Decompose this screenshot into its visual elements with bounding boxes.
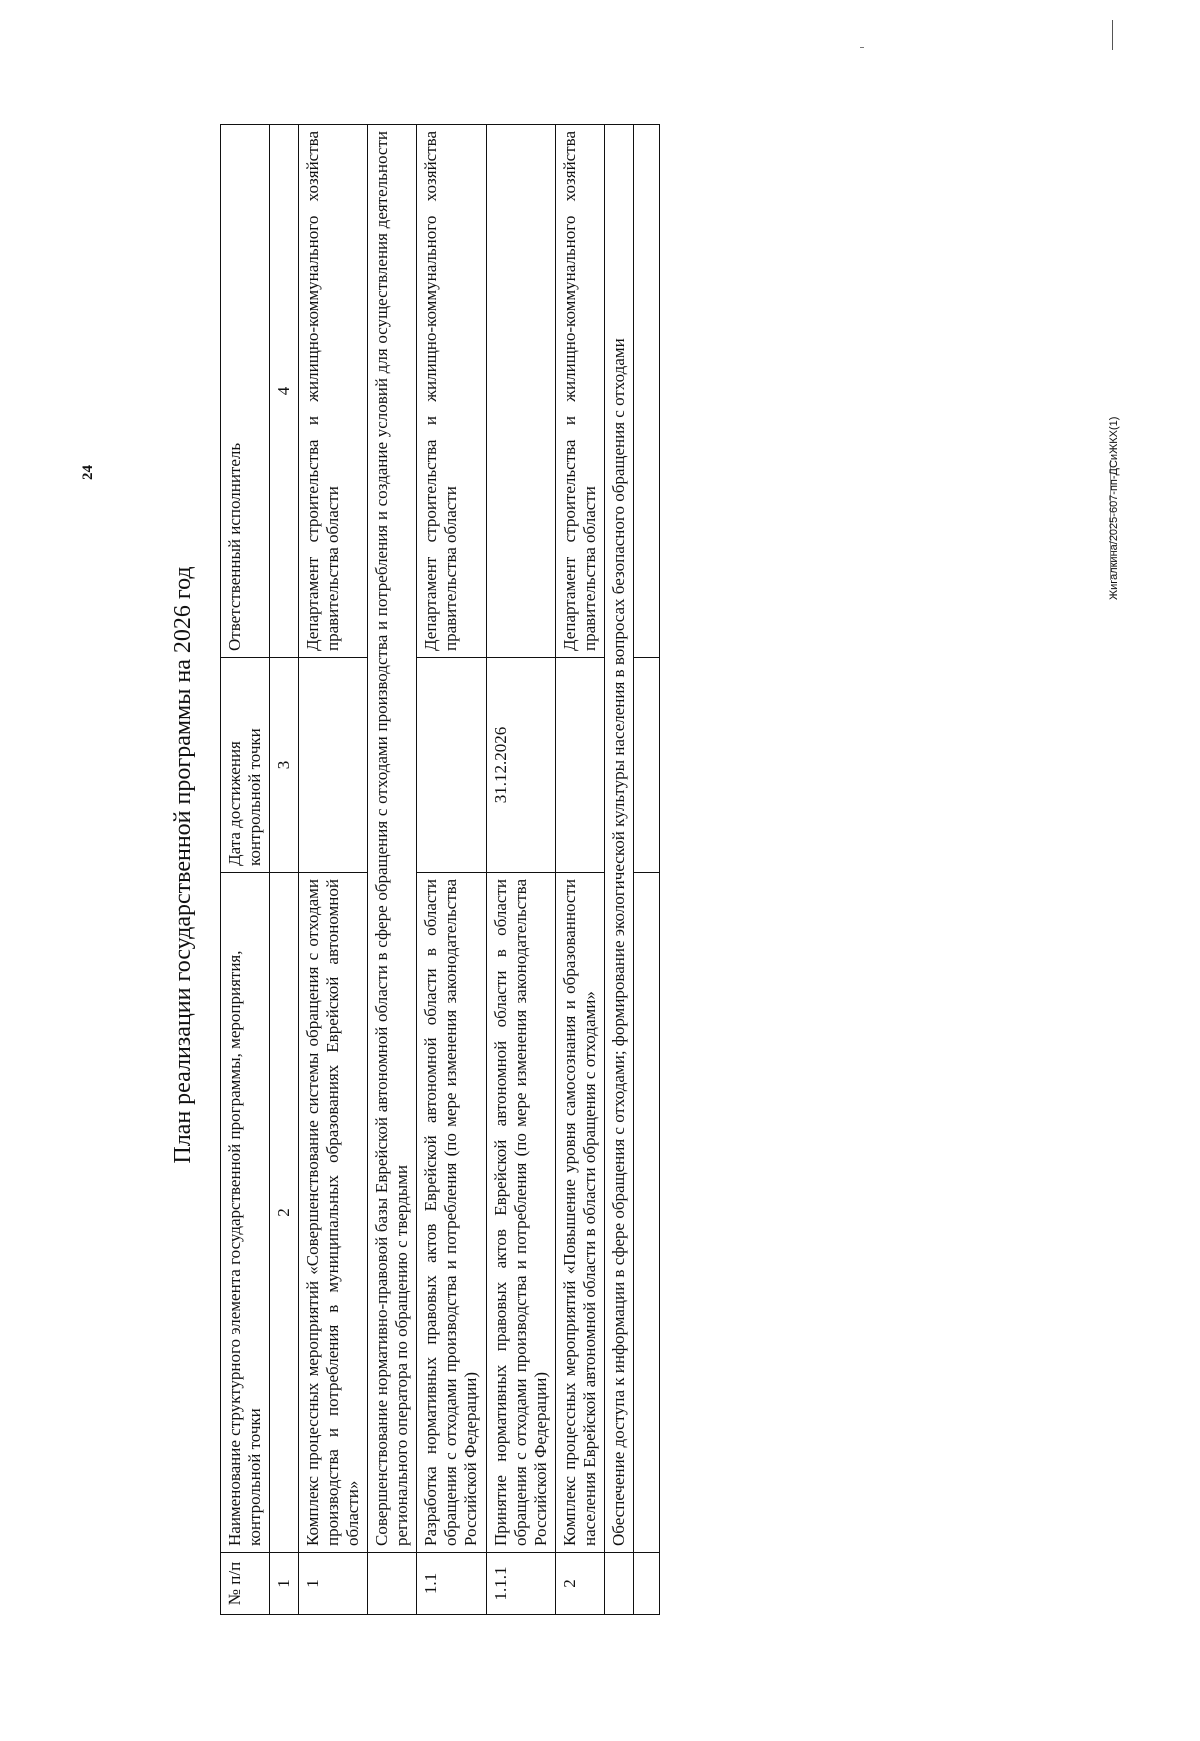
row-num-empty <box>368 1553 417 1615</box>
row-executor: Департамент строительства и жилищно-коммунального хозяйства правительства области <box>555 125 604 658</box>
task-description: Обеспечение доступа к информации в сфере обращения с отходами; формирование экологической культуры населения в вопросах безопасного обращения с отходами <box>604 125 633 1553</box>
column-index: 3 <box>270 658 299 873</box>
column-index: 1 <box>270 1553 299 1615</box>
row-name <box>633 873 659 1553</box>
table-header-row <box>221 125 270 1615</box>
row-date <box>555 658 604 873</box>
scan-edge-mark <box>1112 20 1113 50</box>
row-num: 1.1 <box>417 1553 486 1615</box>
header-date: Дата достижения контрольной точки <box>221 658 270 873</box>
row-name: Комплекс процессных мероприятий «Повышение уровня самосознания и образованности населения Еврейской автономной области в области обращения с отходами» <box>555 873 604 1553</box>
table-row-task <box>368 125 417 1615</box>
document-title: План реализации государственной программы на 2026 год <box>170 566 196 1164</box>
table-row <box>633 125 659 1615</box>
task-description: Совершенствование нормативно-правовой базы Еврейской автономной области в сфере обращения с отходами производства и потребления и создание условий для осуществления деятельности регионального оператора по обращению с твердыми <box>368 125 417 1553</box>
row-name: Комплекс процессных мероприятий «Совершенствование системы обращения с отходами производства и потребления в муниципальных образованиях Еврейской автономной области» <box>299 873 368 1553</box>
header-executor: Ответственный исполнитель <box>221 125 270 658</box>
table-row-task <box>604 125 633 1615</box>
row-num: 1.1.1 <box>486 1553 555 1615</box>
rotated-page-content <box>150 80 1050 1650</box>
row-executor: Департамент строительства и жилищно-коммунального хозяйства правительства области <box>299 125 368 658</box>
row-executor <box>486 125 555 658</box>
table-row <box>299 125 368 1615</box>
page-number: 24 <box>80 465 96 480</box>
table-row <box>417 125 486 1615</box>
table-row <box>486 125 555 1615</box>
row-name: Разработка нормативных правовых актов Еврейской автономной области в области обращения с отходами производства и потребления (по мере изменения законодательства Российской Федерации) <box>417 873 486 1553</box>
row-date: 31.12.2026 <box>486 658 555 873</box>
scan-speck <box>860 47 864 48</box>
row-date <box>633 658 659 873</box>
row-name: Принятие нормативных правовых актов Еврейской автономной области в области обращения с отходами производства и потребления (по мере изменения законодательства Российской Федерации) <box>486 873 555 1553</box>
header-name: Наименование структурного элемента государственной программы, мероприятия, контрольной точки <box>221 873 270 1553</box>
column-index: 4 <box>270 125 299 658</box>
header-num: № п/п <box>221 1553 270 1615</box>
row-num: 1 <box>299 1553 368 1615</box>
column-index-row <box>270 125 299 1615</box>
footer-document-code: Жигалкина/2025-607-пп-ДСиЖКХ(1) <box>1108 416 1120 600</box>
implementation-plan-table <box>220 124 660 1615</box>
row-executor <box>633 125 659 658</box>
row-executor: Департамент строительства и жилищно-коммунального хозяйства правительства области <box>417 125 486 658</box>
row-date <box>417 658 486 873</box>
table-row <box>555 125 604 1615</box>
row-num: 2 <box>555 1553 604 1615</box>
row-date <box>299 658 368 873</box>
column-index: 2 <box>270 873 299 1553</box>
row-num-empty <box>604 1553 633 1615</box>
row-num <box>633 1553 659 1615</box>
